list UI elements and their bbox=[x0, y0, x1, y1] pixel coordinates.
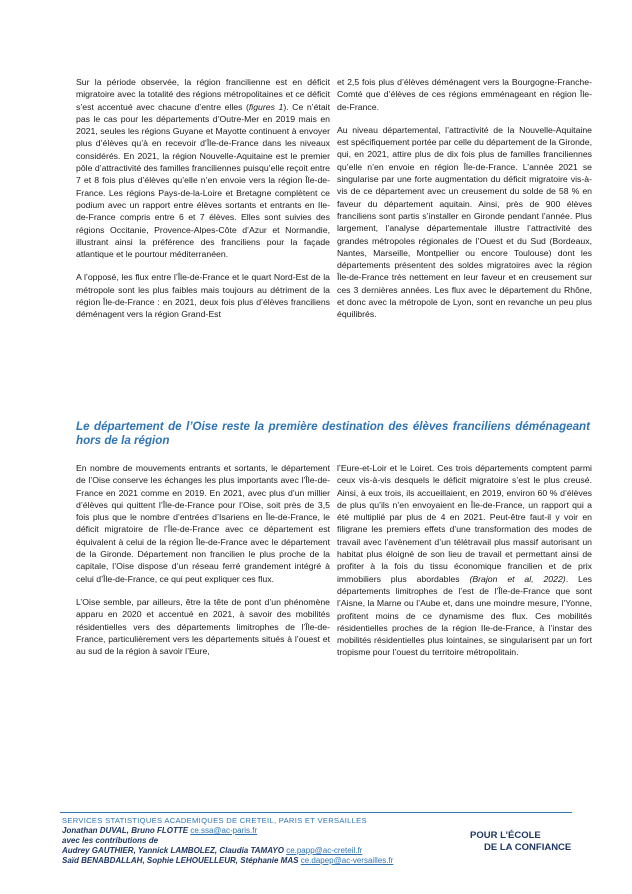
logo-line-2: DE LA CONFIANCE bbox=[484, 842, 572, 853]
email-link-versailles[interactable]: ce.dapep@ac-versailles.fr bbox=[300, 856, 394, 865]
figure-reference: figures 1 bbox=[248, 101, 284, 112]
email-link-paris[interactable]: ce.ssa@ac-paris.fr bbox=[190, 826, 258, 835]
ecole-confiance-logo bbox=[470, 830, 580, 854]
section-title: Le département de l’Oise reste la première destination des élèves franciliens déménageant hors de la région bbox=[76, 420, 590, 447]
footer-divider bbox=[60, 812, 572, 813]
paragraph bbox=[337, 462, 592, 659]
contributors-versailles: Saïd BENABDALLAH, Sophie LEHOUELLEUR, Stéphanie MAS bbox=[62, 856, 299, 865]
paragraph: A l’opposé, les flux entre l’Île-de-France et le quart Nord-Est de la métropole sont les plus faibles mais toujours au détriment de la région Île-de-France : en 2021, deux fois plus d’élèves franciliens déménagent vers la région Grand-Est bbox=[76, 272, 330, 320]
paragraph-rest: Ce n’était pas le cas pour les départements d’Outre-Mer en 2019 mais en 2021, seules les régions Guyane et Mayotte continuent à envoyer plus d’élèves qu’à en recevoir d’Île-de-France dans les niveaux considérés. En 2021, la région Nouvelle-Aquitaine est le premier pôle d’attractivité des familles franciliennes puisqu’elle reçoit entre 7 et 8 fois plus d’élèves qu’elle n’en envoie vers la région Île-de-France. Les régions Pays-de-la-Loire et Bretagne complètent ce podium avec un rapport entre élèves sortants et entrants en Ile-de-France compris entre 6 et 7 élèves. Elles sont suivies des régions Occitanie, Provence-Alpes-Côte d’Azur et Normandie, illustrant ainsi la préférence des franciliens pour la façade atlantique et le pourtour méditerranéen. bbox=[76, 101, 330, 260]
text-column-2 bbox=[337, 76, 592, 321]
text-column-1 bbox=[76, 76, 330, 321]
paragraph: et 2,5 fois plus d’élèves déménagent vers la Bourgogne-Franche-Comté que d’élèves de ces régions emménageant en région Île-de-France. bbox=[337, 77, 592, 112]
paragraph: Sur la période observée, la région francilienne est en déficit migratoire avec la totalité des régions métropolitaines et ce déficit s’est accentué avec chacune d’entre elles (figures 1). Ce n’était pas le cas pour les départements d’Outre-Mer en 2019 mais en 2021, seules les régions Guyane et Mayotte continuent à envoyer plus d’élèves qu’à en recevoir d’Île-de-France dans les niveaux considérés. En 2021, la région Nouvelle-Aquitaine est le premier pôle d’attractivité des familles franciliennes puisqu’elle reçoit entre 7 et 8 fois plus d’élèves qu’elle n’en envoie vers la région Île-de-France. Les régions Pays-de-la-Loire et Bretagne complètent ce podium avec un rapport entre élèves sortants et entrants en Ile-de-France compris entre 6 et 7 élèves. Elles sont suivies des régions Occitanie, Provence-Alpes-Côte d’Azur et Normandie, illustrant ainsi la préférence des franciliens pour la façade atlantique et le pourtour méditerranéen. bbox=[76, 77, 330, 260]
email-link-creteil[interactable]: ce.papp@ac-creteil.fr bbox=[286, 846, 363, 855]
paragraph-before-citation: l’Eure-et-Loir et le Loiret. Ces trois départements comptent parmi ceux vis-à-vis desquels le déficit migratoire s’est le plus creusé. Ainsi, à eux trois, ils accueillaient, en 2019, environ 60 % d’élèves de plus qu’ils n’en envoyaient en Île-de-France, un rapport qui a été multiplié par plus de 4 en 2021. Peut-être faut-il y voir en filigrane les premiers effets d’une transformation des modes de travail avec l’avènement d’un télétravail plus massif autorisant un habitat plus éloigné de son lieu de travail et permettant ainsi de profiter à la fois du tissu économique francilien et de prix immobiliers plus abordables bbox=[337, 463, 592, 584]
paragraph-after-citation: . Les départements limitrophes de l’est de l’Île-de-France que sont l’Aisne, la Marne ou l’Aube et, dans une moindre mesure, l’Yonne, profitent moins de ce dynamisme des flux. Ces mobilités résidentielles proches de la région Ile-de-France, à l’instar des mobilités résidentielles plus lointaines, se singularisent par un fort tropisme pour l’ouest du territoire métropolitain. bbox=[337, 573, 592, 658]
paragraph: Au niveau départemental, l’attractivité de la Nouvelle-Aquitaine est spécifiquement portée par celle du département de la Gironde, qui, en 2021, attire plus de dix fois plus de familles franciliennes qu’elle n’en envoie en région Île-de-France. L’année 2021 se singularise par une forte augmentation du déficit migratoire vis-à-vis de ce département avec un creusement du solde de 58 % en faveur du département aquitain. Ainsi, près de 900 élèves franciliens sont partis s’installer en Gironde pendant l’année. Plus largement, l’analyse départementale illustre l’attractivité des grandes métropoles régionales de l’Ouest et du Sud (Bordeaux, Nantes, Marseille, Montpellier ou encore Toulouse) dont les départements présentent des soldes migratoires avec la région Île-de-France très nettement en leur faveur et en creusement sur ces 3 dernières années. Les flux avec le département du Rhône, et donc avec la métropole de Lyon, sont en revanche un peu plus équilibrés. bbox=[337, 124, 592, 320]
paragraph: L’Oise semble, par ailleurs, être la tête de pont d’un phénomène apparu en 2020 et accentué en 2021, à savoir des mobilités résidentielles vers des départements limitrophes de l’Île-de-France, particulièrement vers les départements situés à l’ouest et au sud de la région à savoir l’Eure, bbox=[76, 596, 330, 657]
paragraph: En nombre de mouvements entrants et sortants, le département de l’Oise conserve les échanges les plus importants avec l’Île-de-France en 2021 comme en 2019. En 2021, avec plus d’un millier d’élèves qui quittent l’Île-de-France pour l’Oise, soit près de 3,5 fois plus que le nombre d’entrées d’Isariens en Île-de-France, le déficit migratoire de l’Île-de-France avec ce département est équivalent à celui de la région Île-de-France avec le département de la Gironde. Département non francilien le plus proche de la capitale, l’Oise dispose d’un réseau ferré grandement intégré à celui d’Île-de-France, ce qui peut expliquer ces flux. bbox=[76, 463, 330, 584]
authors: Jonathan DUVAL, Bruno FLOTTE bbox=[62, 826, 189, 835]
text-column-3 bbox=[76, 462, 330, 657]
logo-line-1: POUR L’ÉCOLE bbox=[470, 830, 541, 841]
citation: (Brajon et al, 2022) bbox=[469, 573, 566, 584]
text-column-4 bbox=[337, 462, 592, 659]
services-label: SERVICES STATISTIQUES ACADEMIQUES DE CRETEIL, PARIS ET VERSAILLES bbox=[62, 816, 367, 825]
contributors-creteil: Audrey GAUTHIER, Yannick LAMBOLEZ, Claudia TAMAYO bbox=[62, 846, 284, 855]
footer-credits bbox=[62, 816, 442, 866]
contributions-label: avec les contributions de bbox=[62, 836, 159, 845]
